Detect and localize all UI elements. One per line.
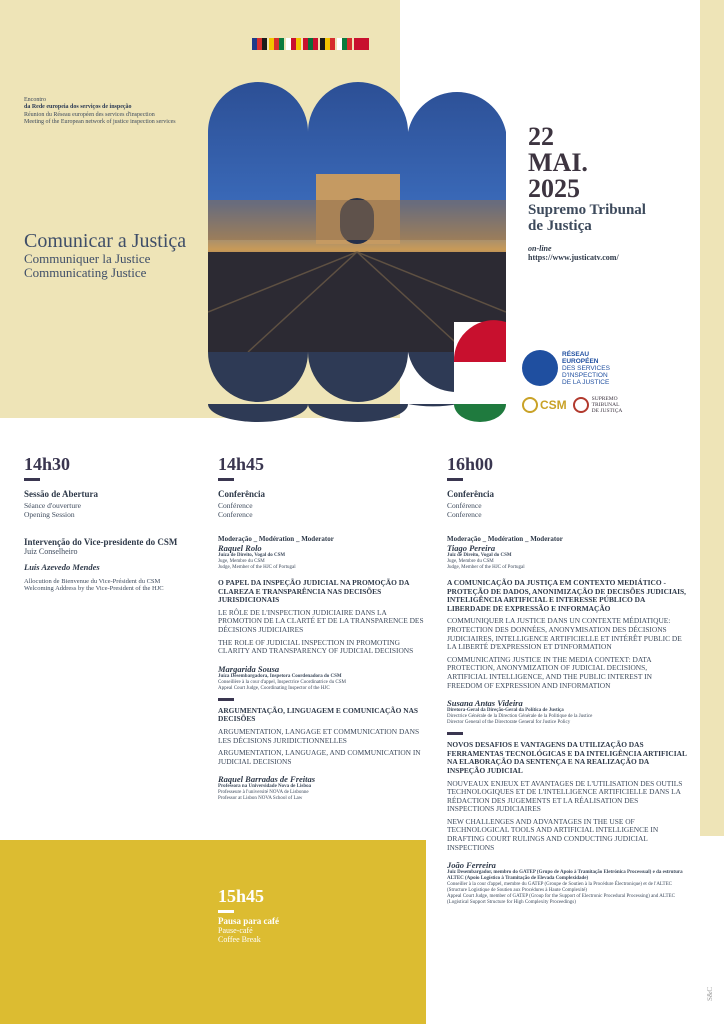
speaker2-role-en: Appeal Court Judge, member of GATEP (Group for the Support of Electronic Procedural Processing) and ALTEC (Logistical Support Structure for High Complexity Proceedings) [447, 894, 675, 906]
talk2-pt: NOVOS DESAFIOS E VANTAGENS DA UTILIZAÇÃO DAS FERRAMENTAS TECNOLÓGICAS E DA INTELIGÊNCIA ARTIFICIAL NA ELABORAÇÃO DA SENTENÇA E NA REALIZAÇÃO DA INSPEÇÃO JUDICIAL [447, 740, 687, 775]
speaker2-name: Raquel Barradas de Freitas [218, 774, 316, 785]
date-day: 22 [528, 122, 554, 151]
moderator-name: Raquel Rolo [218, 543, 262, 553]
talk1-en: COMMUNICATING JUSTICE IN THE MEDIA CONTEXT: DATA PROTECTION, ANONYMIZATION OF JUDICIAL DECISIONS, ARTIFICIAL INTELLIGENCE, AND THE PUBLIC INTEREST IN FREEDOM OF EXPRESSION AND INFORMATION [447, 654, 652, 690]
talk1-pt: O PAPEL DA INSPEÇÃO JUDICIAL NA PROMOÇÃO DA CLAREZA E TRANSPARÊNCIA NAS DECISÕES JURISDICIONAIS [218, 578, 410, 605]
mosaic-artwork [208, 82, 506, 424]
csm-logo [522, 397, 567, 413]
moderator-role-en: Judge, Member of the HJC of Portugal [218, 565, 296, 570]
break-pt: Pausa para café [218, 916, 279, 926]
moderator-role-fr: Juge, Membre du CSM [447, 559, 494, 564]
talk-title: Intervenção do Vice-presidente do CSM [24, 537, 178, 547]
speaker2-role-fr: Professeure à l'université NOVA de Lisbonne [218, 790, 309, 796]
coffee-break [218, 886, 398, 944]
moderator-role-fr: Juge, Membre du CSM [218, 559, 265, 564]
logo-dinspection: D'INSPECTION [562, 371, 608, 379]
org-fr: Réunion du Réseau européen des services d'inspection [24, 111, 155, 118]
session-label [218, 484, 428, 519]
speaker1-role-en: Director General of the Directorate General for Justice Policy [447, 720, 571, 726]
moderator-role-pt: Juiz de Direito, Vogal do CSM [447, 553, 512, 558]
speaker1-role-en: Appeal Court Judge, Coordinating Inspector of the HJC [218, 685, 330, 691]
country-flags [252, 38, 369, 50]
talk1-en: THE ROLE OF JUDICIAL INSPECTION IN PROMOTING CLARITY AND TRANSPARENCY OF JUDICIAL DECISIONS [218, 637, 414, 656]
online-block [528, 244, 619, 262]
title-pt: Comunicar a Justiça [24, 230, 187, 252]
moderator-role-en: Judge, Member of the HJC of Portugal [447, 565, 525, 570]
talk1-pt: A COMUNICAÇÃO DA JUSTIÇA EM CONTEXTO MEDIÁTICO - PROTEÇÃO DE DADOS, ANONIMIZAÇÃO DE DECISÕES JUDICIAIS, INTELIGÊNCIA ARTIFICIAL E INTERESSE PÚBLICO DA LIBERDADE DE EXPRESSÃO E INFORMAÇÃO [447, 578, 687, 613]
org-prefix: Encontro [24, 97, 46, 103]
flag-icon [303, 38, 318, 50]
speaker2-role-pt: Professora na Universidade Nova de Lisboa [218, 784, 312, 790]
column-opening [24, 454, 204, 592]
break-fr: Pause-café [218, 926, 253, 935]
logos-block [522, 350, 682, 414]
talk2-en: NEW CHALLENGES AND ADVANTAGES IN THE USE OF TECHNOLOGICAL TOOLS AND ARTIFICIAL INTELLIGENCE IN DRAFTING COURT RULINGS AND CONDUCTING JUDICIAL INSPECTIONS [447, 816, 659, 852]
label-fr: Séance d'ouverture [24, 501, 81, 510]
talk1-fr: COMMUNIQUER LA JUSTICE DANS UN CONTEXTE MÉDIATIQUE: PROTECTION DES DONNÉES, ANONYMISATION DES DÉCISIONS JUDICIAIRES, INTELLIGENCE ARTIFICIELLE ET INTÉRÊT PUBLIC DE LA LIBERTÉ D'EXPRESSION ET D'INFORMATION [447, 616, 682, 652]
column-conference-1445 [218, 454, 428, 802]
logo-csm: CSM [540, 398, 567, 412]
label-pt: Conferência [218, 489, 265, 499]
reseau-emblem-icon [522, 350, 558, 386]
time-1445: 14h45 [218, 454, 265, 474]
talk2-fr: ARGUMENTATION, LANGAGE ET COMMUNICATION DANS LES DÉCISIONS JURIDICTIONNELLES [218, 726, 420, 745]
flag-icon [337, 38, 352, 50]
stj-emblem-icon [573, 397, 589, 413]
moderator-role-pt: Juíza de Direito, Vogal do CSM [218, 553, 286, 558]
title-en: Communicating Justice [24, 265, 147, 280]
label-en: Conference [447, 509, 482, 519]
speaker2-role-pt: Juiz Desembargador, membro do GATEP (Grupo de Apoio à Tramitação Eletrónica Processual) e da estrutura ALTEC (Apoio Logístico à Tramitação de Elevada Complexidade) [447, 870, 683, 882]
label-pt: Sessão de Abertura [24, 489, 98, 499]
moderator-label: Moderação _ Modération _ Moderator [447, 535, 563, 543]
venue-line2: de Justiça [528, 218, 592, 234]
talk2-en: ARGUMENTATION, LANGUAGE, AND COMMUNICATION IN JUDICIAL DECISIONS [218, 748, 421, 766]
moderator-name: Tiago Pereira [447, 543, 496, 553]
right-cream-strip [700, 0, 724, 836]
logo-reseau: RÉSEAU [562, 350, 590, 358]
logo-tribunal: TRIBUNAL [591, 402, 620, 408]
date-month: MAI. [528, 148, 588, 177]
session-label [24, 484, 204, 519]
talk2-pt: ARGUMENTAÇÃO, LINGUAGEM E COMUNICAÇÃO NAS DECISÕES [218, 705, 419, 724]
speaker2-role-en: Professor at Lisbon NOVA School of Law [218, 796, 303, 802]
date-year: 2025 [528, 174, 580, 203]
online-label: on-line [528, 244, 552, 253]
online-url[interactable]: https://www.justicatv.com/ [528, 253, 619, 262]
logo-supremo: SUPREMO [591, 396, 618, 402]
talk-en: Welcoming Address by the Vice-President of the HJC [24, 585, 164, 592]
stj-logo [573, 396, 623, 414]
flag-icon [269, 38, 284, 50]
logo-delajustice: DE LA JUSTICE [562, 378, 610, 386]
talk-sub: Juiz Conselheiro [24, 547, 78, 556]
date-block [528, 124, 646, 234]
label-en: Opening Session [24, 509, 75, 519]
label-en: Conference [218, 509, 253, 519]
flag-icon [320, 38, 335, 50]
talk1-fr: LE RÔLE DE L'INSPECTION JUDICIAIRE DANS LA PROMOTION DE LA CLARTÉ ET DE LA TRANSPARENCE DES DÉCISIONS JUDICIAIRES [218, 607, 424, 634]
dash [447, 478, 463, 481]
label-pt: Conferência [447, 489, 494, 499]
flag-icon [252, 38, 267, 50]
title-fr: Communiquer la Justice [24, 251, 151, 266]
talk-fr: Allocution de Bienvenue du Vice-Président du CSM [24, 578, 161, 585]
org-pt: da Rede europeia dos serviços de inspeção [24, 104, 132, 111]
csm-emblem-icon [522, 397, 538, 413]
dash [218, 478, 234, 481]
label-fr: Conférence [218, 501, 253, 510]
column-conference-1600 [447, 454, 687, 906]
dash [218, 910, 234, 913]
talk2-fr: NOUVEAUX ENJEUX ET AVANTAGES DE L'UTILISATION DES OUTILS TECHNOLOGIQUES ET DE L'INTELLIGENCE ARTIFICIELLE DANS LA RÉDACTION DES JUGEMENTS ET LA RÉALISATION DES INSPECTIONS JUDICIAIRES [447, 778, 683, 814]
speaker1-role-pt: Diretora-Geral da Direção-Geral da Política de Justiça [447, 708, 564, 714]
flag-icon [286, 38, 301, 50]
speaker1-role-fr: Conseillère à la cour d'appel, Inspectrice Coordinatrice du CSM [218, 679, 346, 685]
flag-icon [354, 38, 369, 50]
organisation-block [24, 97, 214, 126]
logo-desservices: DES SERVICES [562, 364, 610, 372]
logo-europeen: EUROPÉEN [562, 357, 599, 365]
session-label [447, 484, 687, 519]
speaker1-name: Margarida Sousa [218, 663, 280, 674]
speaker1-role-fr: Directrice Générale de la Direction Générale de la Politique de la Justice [447, 714, 593, 720]
venue-line1: Supremo Tribunal [528, 202, 646, 218]
break-time: 15h45 [218, 886, 265, 906]
dash [24, 478, 40, 481]
org-en: Meeting of the European network of justice inspection services [24, 118, 176, 125]
speaker1-name: Susana Antas Videira [447, 698, 523, 709]
speaker2-name: João Ferreira [447, 860, 496, 871]
moderator-label: Moderação _ Modération _ Moderator [218, 535, 334, 543]
logo-dejustica: DE JUSTIÇA [591, 408, 623, 414]
reseau-logo [522, 350, 682, 386]
time-1600: 16h00 [447, 454, 494, 474]
speaker2-role-fr: Conseiller à la cour d'appel, membre du GATEP (Groupe de Soutien à la Procédure Électronique) et de l'ALTEC (Structure Logistique de Soutien aux Procédures à Haute Complexité) [447, 882, 672, 894]
time-1430: 14h30 [24, 454, 71, 474]
label-fr: Conférence [447, 501, 482, 510]
speaker1-role-pt: Juíza Desembargadora, Inspetora Coordenadora do CSM [218, 673, 342, 679]
speaker-name: Luís Azevedo Mendes [24, 562, 100, 572]
designer-signature: S&C [706, 986, 715, 1002]
break-en: Coffee Break [218, 935, 261, 944]
